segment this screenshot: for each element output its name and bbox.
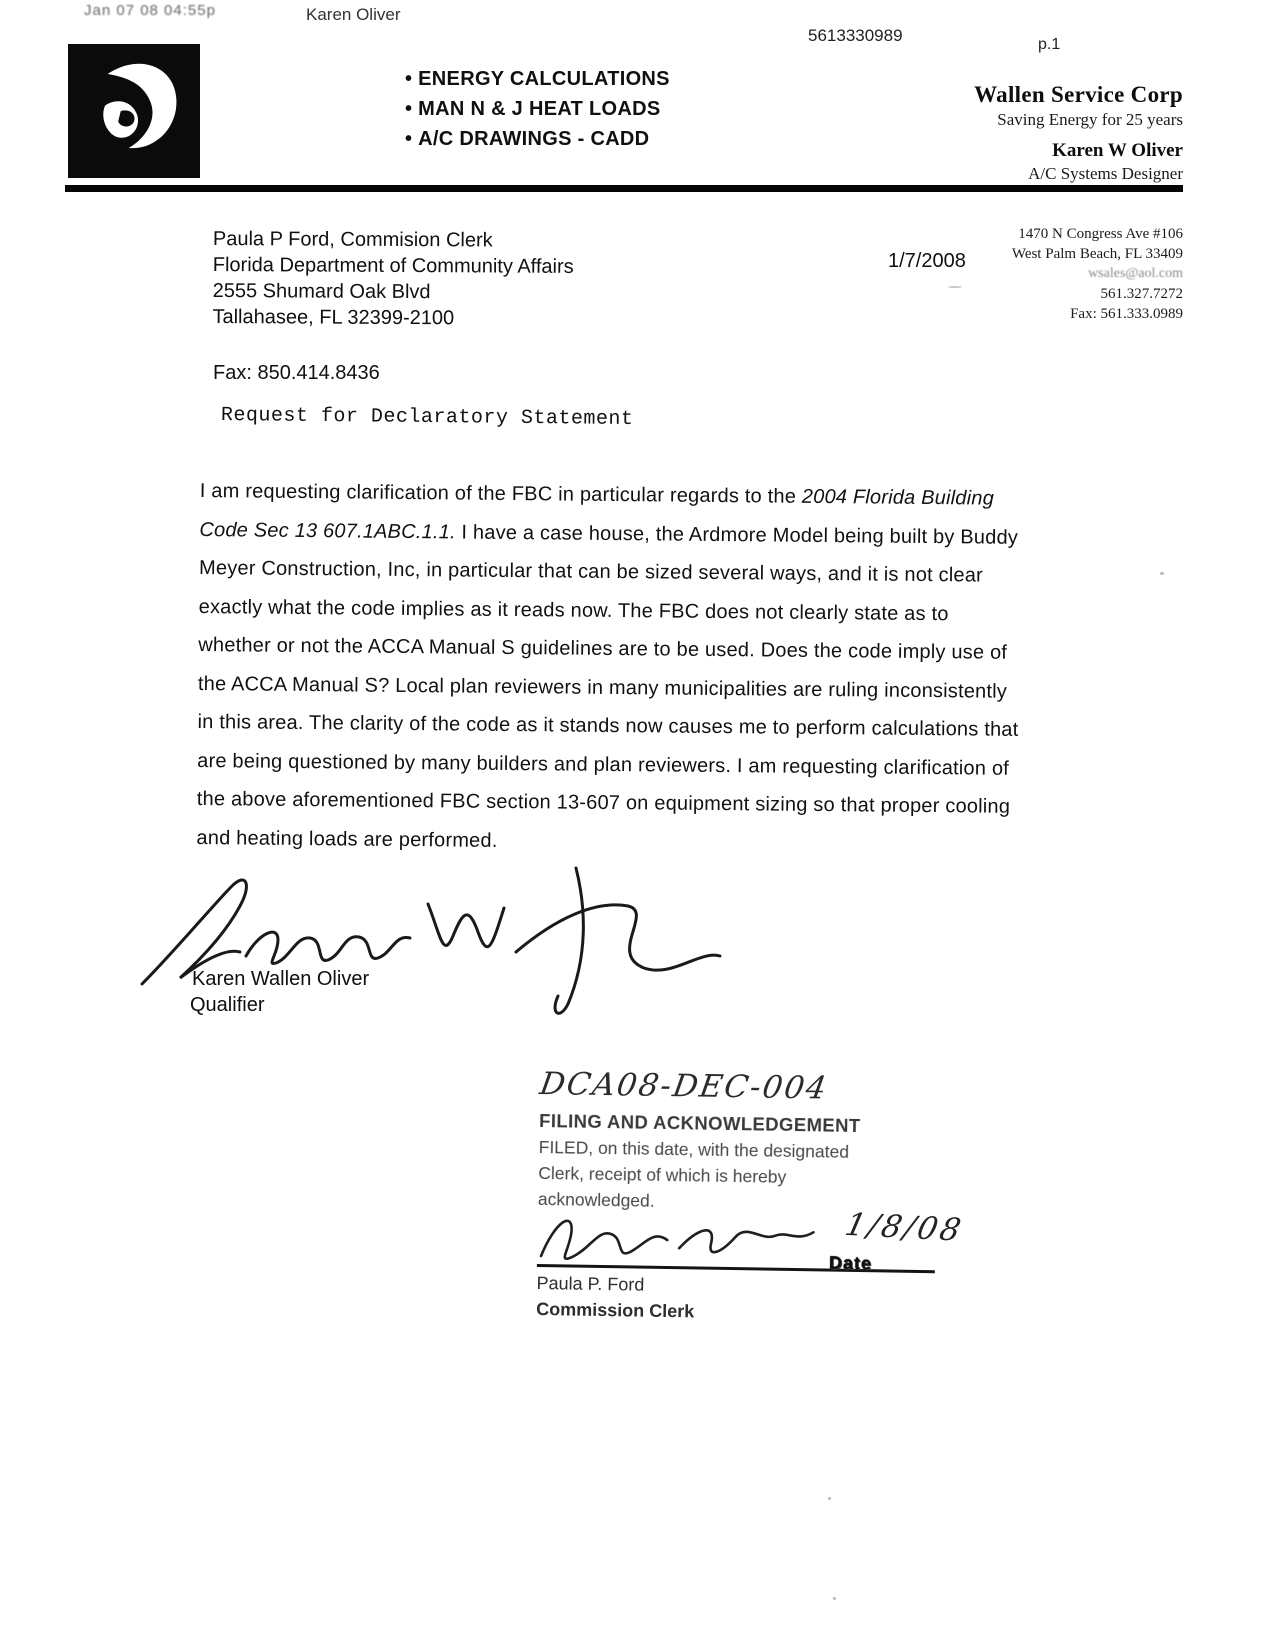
body-segment: I am requesting clarification of the FBC in particular regards to the — [199, 479, 802, 508]
handwritten-filed-date: 1/8/08 — [841, 1206, 967, 1249]
sender-address-line: West Palm Beach, FL 33409 — [1011, 246, 1183, 262]
sender-email: wsales@aol.com — [1088, 266, 1183, 281]
company-logo — [68, 44, 200, 178]
fax-sender-name: Karen Oliver — [306, 5, 401, 24]
company-name: Wallen Service Corp — [974, 82, 1183, 107]
letter-date: 1/7/2008 — [888, 250, 966, 272]
stamp-title: FILING AND ACKNOWLEDGEMENT — [538, 1109, 861, 1137]
recipient-fax-line: Fax: 850.414.8436 — [213, 362, 380, 384]
signer-title: Qualifier — [190, 994, 265, 1016]
letter-body — [196, 472, 1022, 865]
filing-stamp-block — [536, 1066, 980, 1327]
scan-artifact — [833, 1597, 836, 1600]
recipient-line: Tallahasee, FL 32399-2100 — [212, 305, 455, 330]
services-list — [405, 68, 670, 158]
letterhead-right — [974, 82, 1183, 184]
scan-artifact — [828, 1497, 831, 1500]
letterhead-person-name: Karen W Oliver — [1052, 140, 1183, 161]
sender-contact-block — [1012, 224, 1183, 324]
recipient-address-block — [212, 226, 573, 332]
letterhead-divider — [65, 185, 1183, 192]
fax-page-number: p.1 — [1038, 36, 1061, 53]
sender-fax: Fax: 561.333.0989 — [1070, 306, 1183, 322]
signer-name: Karen Wallen Oliver — [192, 968, 370, 990]
fax-timestamp: Jan 07 08 04:55p — [84, 2, 216, 19]
date-label: Date — [828, 1252, 873, 1274]
clerk-title: Commission Clerk — [536, 1298, 695, 1322]
recipient-line: Florida Department of Community Affairs — [212, 253, 574, 278]
recipient-line: 2555 Shumard Oak Blvd — [212, 279, 431, 304]
stamp-line: acknowledged. — [537, 1188, 655, 1211]
scan-artifact — [1160, 572, 1164, 575]
fax-number: 5613330989 — [808, 26, 903, 45]
clerk-name: Paula P. Ford — [536, 1272, 645, 1295]
clerk-signature-area — [537, 1206, 978, 1269]
clerk-handwritten-signature — [529, 1198, 830, 1278]
service-item: • A/C DRAWINGS - CADD — [405, 128, 670, 151]
recipient-line: Paula P Ford, Commision Clerk — [212, 227, 493, 252]
scan-artifact — [948, 286, 962, 288]
letterhead-person-title: A/C Systems Designer — [1028, 164, 1183, 183]
sender-phone: 561.327.7272 — [1100, 286, 1183, 302]
body-segment-italic: 2004 Florida Building Code Sec 13 607.1ABC.1.1. — [199, 485, 995, 543]
letter-subject: Request for Declaratory Statement — [220, 404, 634, 431]
service-item: • MAN N & J HEAT LOADS — [405, 98, 670, 121]
stamp-line: FILED, on this date, with the designated — [538, 1136, 850, 1162]
stamp-line: Clerk, receipt of which is hereby — [538, 1162, 787, 1187]
globe-eagle-icon — [68, 44, 200, 178]
sender-address-line: 1470 N Congress Ave #106 — [1018, 226, 1183, 242]
service-item: • ENERGY CALCULATIONS — [405, 68, 670, 91]
handwritten-case-number: DCA08-DEC-004 — [537, 1066, 831, 1107]
company-tagline: Saving Energy for 25 years — [997, 110, 1183, 129]
body-segment: I have a case house, the Ardmore Model being built by Buddy Meyer Construction, Inc, in particular that can be sized several ways, and it is not clear exactly what the code implies as it reads now. The FBC does not clearly state as to whether or not the ACCA Manual S guidelines are to be used. Does the code imply use of the ACCA Manual S? Local plan reviewers in many municipalities are ruling inconsistently in this area. The clarity of the code as it stands now causes me to perform calculations that are being questioned by many builders and plan reviewers. I am requesting clarification of the above aforementioned FBC section 13-607 on equipment sizing so that proper cooling and heating loads are performed. — [196, 520, 1019, 852]
